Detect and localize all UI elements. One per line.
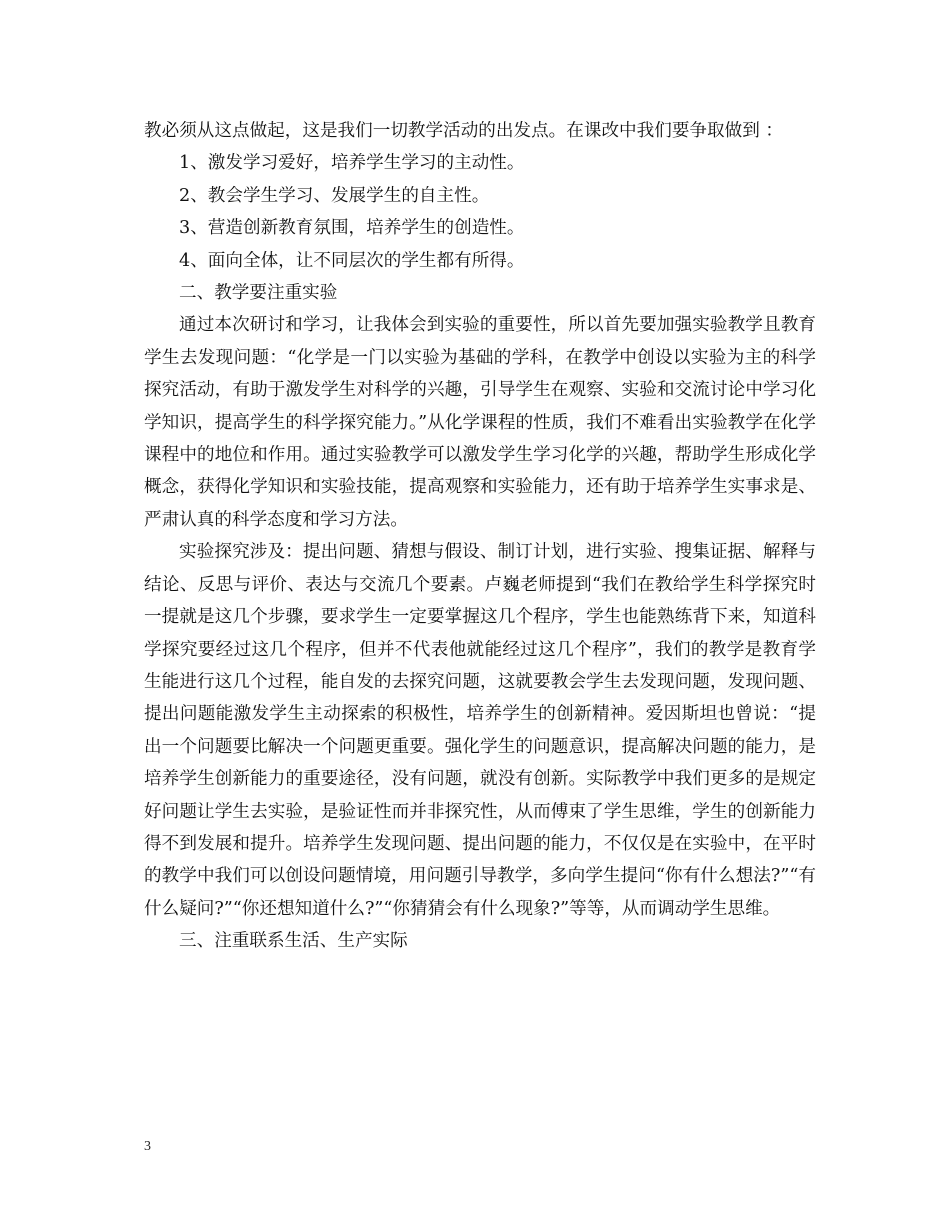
paragraph-inquiry-elements: 实验探究涉及：提出问题、猜想与假设、制订计划，进行实验、搜集证据、解释与结论、反思与评价、表达与交流几个要素。卢巍老师提到“我们在教给学生科学探究时一提就是这几个步骤，要求学生一定要掌握这几个程序，学生也能熟练背下来，知道科学探究要经过这几个程序，但并不代表他就能经过这几个程序”，我们的教学是教育学生能进行这几个过程，能自发的去探究问题，这就要教会学生去发现问题，发现问题、提出问题能激发学生主动探索的积极性，培养学生的创新精神。爱因斯坦也曾说：“提出一个问题要比解决一个问题更重要。强化学生的问题意识，提高解决问题的能力，是培养学生创新能力的重要途径，没有问题，就没有创新。实际教学中我们更多的是规定好问题让学生去实验，是验证性而并非探究性，从而傅束了学生思维，学生的创新能力得不到发展和提升。培养学生发现问题、提出问题的能力，不仅仅是在实验中，在平时的教学中我们可以创设问题情境，用问题引导教学，多向学生提问“你有什么想法?”“有 什么疑问?”“你还想知道什么?”“你猜猜会有什么现象?”等等，从而调动学生思维。 [144,542,816,919]
section-heading-2: 二、教学要注重实验 [179,283,338,304]
page-number: 3 [144,1139,151,1154]
paragraph-experiment-importance: 通过本次研讨和学习，让我体会到实验的重要性，所以首先要加强实验教学且教育学生去发现问题：“化学是一门以实验为基础的学科，在教学中创设以实验为主的科学探究活动，有助于激发学生对科学的兴趣，引导学生在观察、实验和交流讨论中学习化学知识，提高学生的科学探究能力。”从化学课程的性质，我们不难看出实验教学在化学课程中的地位和作用。通过实验教学可以激发学生学习化学的兴趣，帮助学生形成化学概念，获得化学知识和实验技能，提高观察和实验能力，还有助于培养学生实事求是、严肃认真的科学态度和学习方法。 [144,315,816,530]
list-item-3: 3、营造创新教育氛围，培养学生的创造性。 [179,218,525,239]
list-item-1: 1、激发学习爱好，培养学生学习的主动性。 [179,153,525,174]
list-item-4: 4、面向全体，让不同层次的学生都有所得。 [179,250,525,271]
document-body [144,115,816,958]
list-item-2: 2、教会学生学习、发展学生的自主性。 [179,185,490,206]
paragraph-continuation: 教必须从这点做起，这是我们一切教学活动的出发点。在课改中我们要争取做到 ： [144,121,783,141]
section-heading-3: 三、注重联系生活、生产实际 [179,931,408,952]
